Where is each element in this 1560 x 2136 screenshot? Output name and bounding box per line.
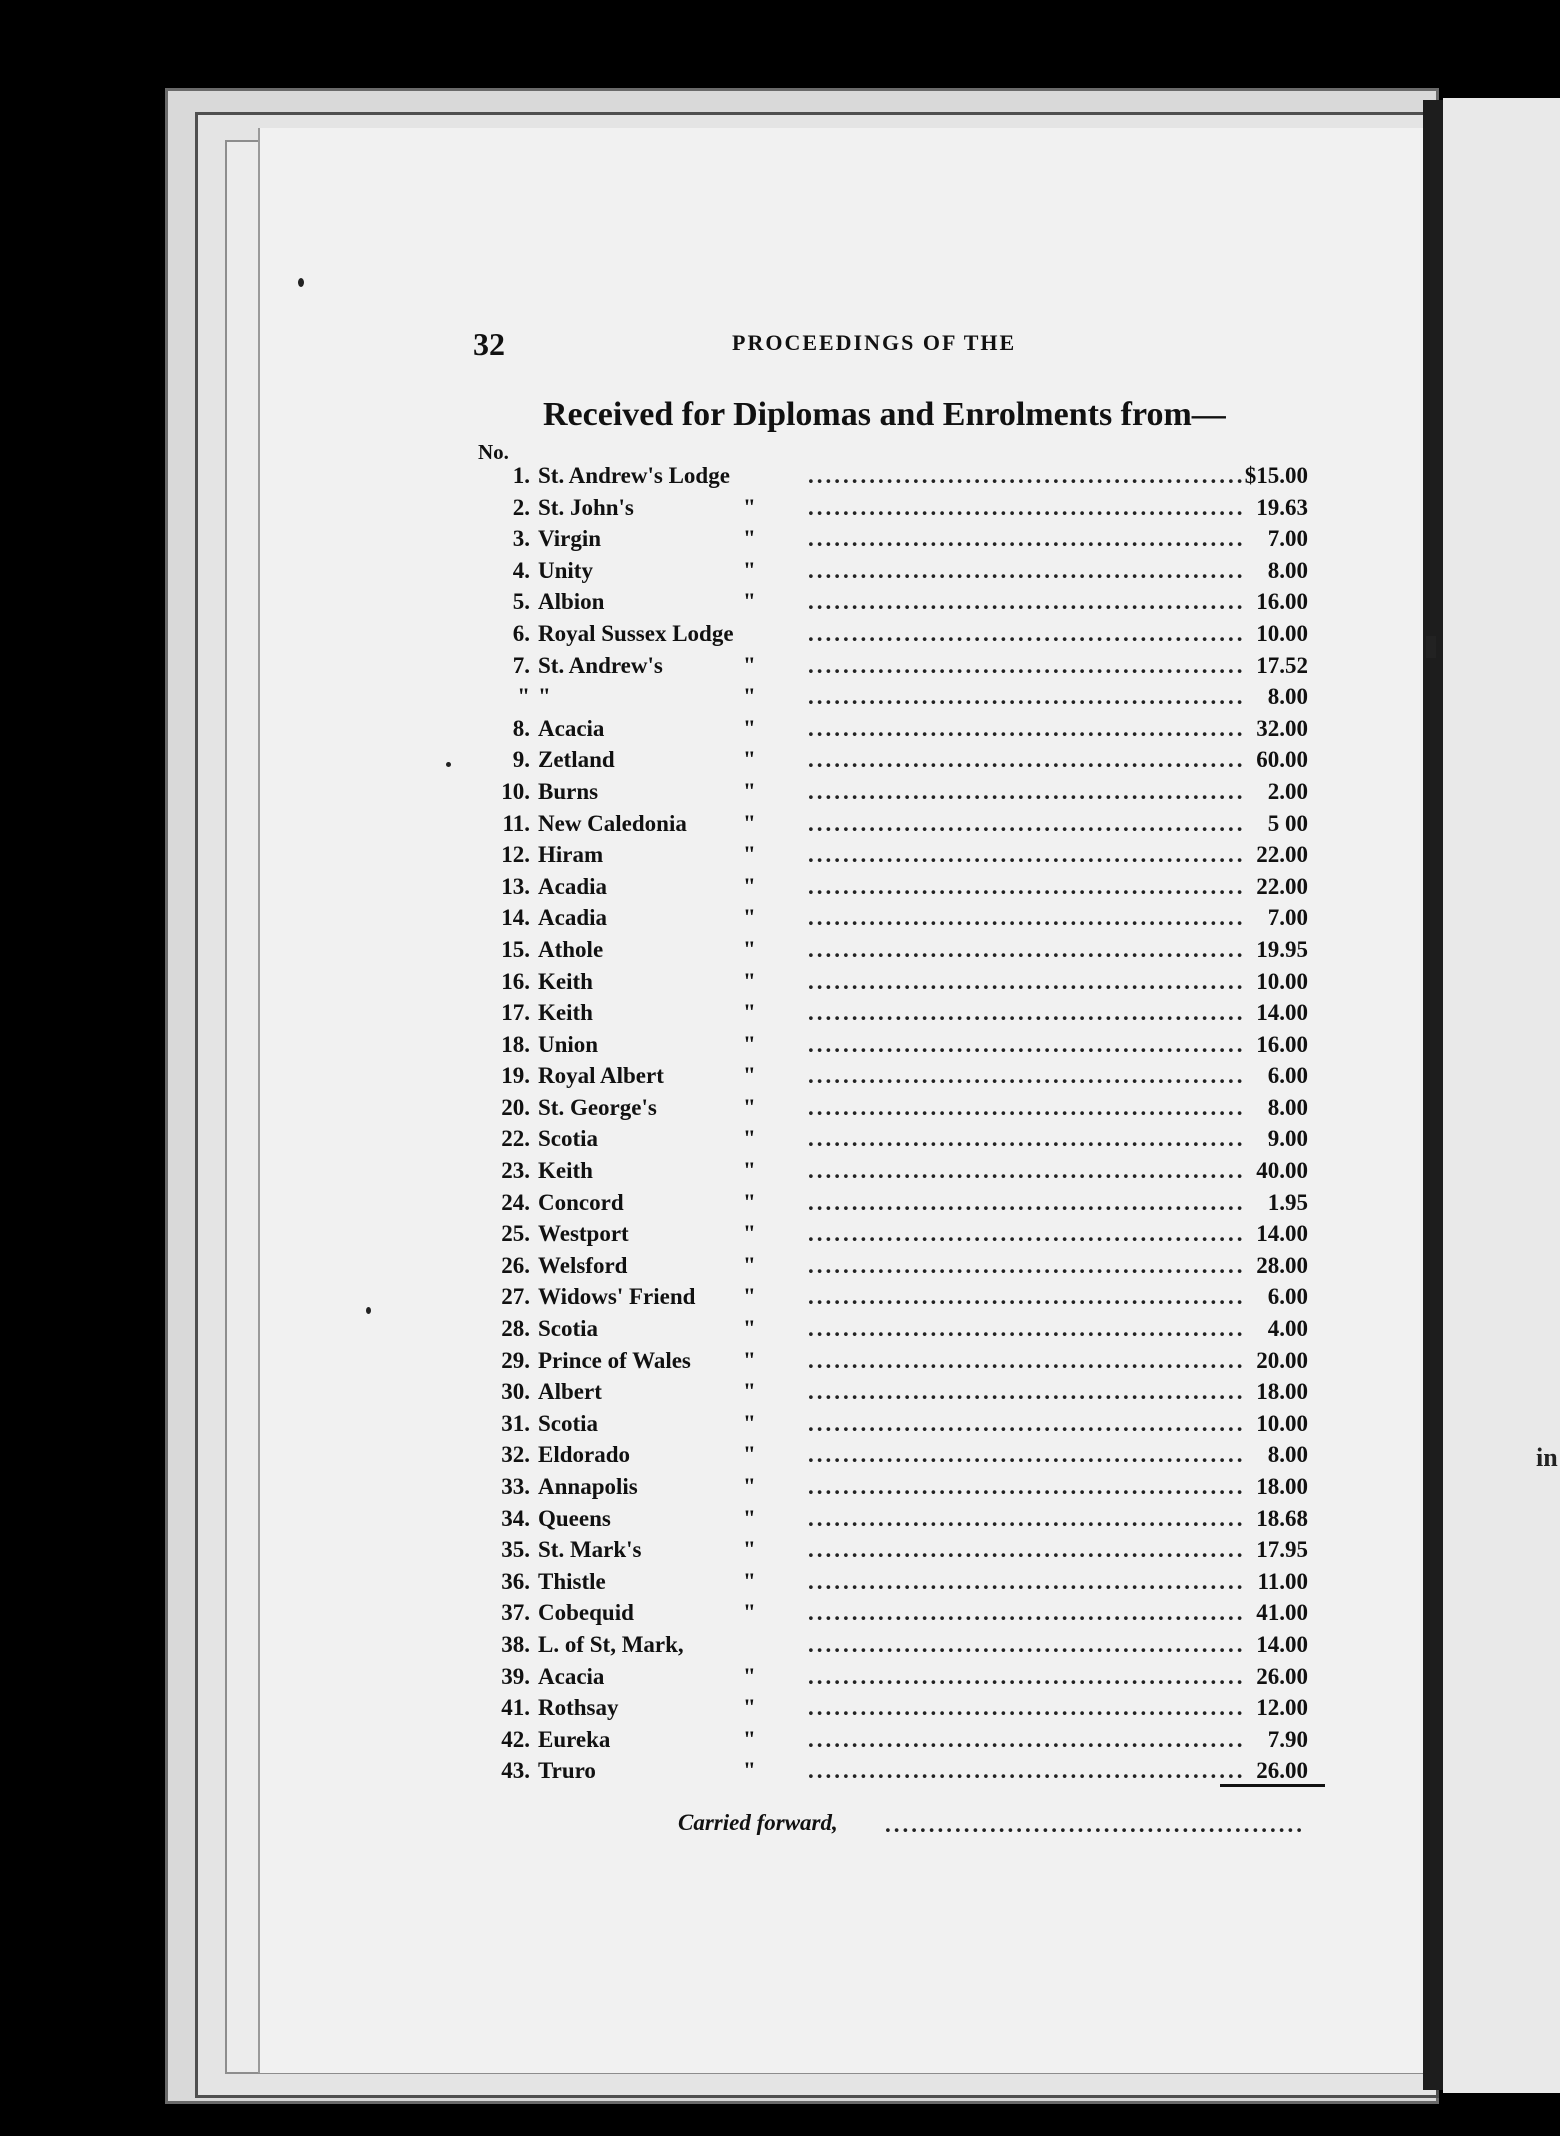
amount: 16.00 bbox=[1256, 1031, 1308, 1057]
lodge-name: L. of St, Mark, bbox=[538, 1631, 684, 1657]
receipts-list bbox=[478, 463, 1328, 1790]
ditto-mark: " bbox=[743, 1031, 756, 1057]
dot-leader: .................................................. bbox=[808, 810, 1246, 836]
dot-leader: .................................................. bbox=[808, 1094, 1246, 1120]
dot-leader: .................................................. bbox=[808, 968, 1246, 994]
table-row bbox=[478, 842, 1328, 874]
carried-forward-leader: ................................................ bbox=[885, 1812, 1305, 1837]
lodge-name: Acadia bbox=[538, 873, 607, 899]
lodge-name: Eureka bbox=[538, 1726, 611, 1752]
amount: 6.00 bbox=[1267, 1284, 1308, 1310]
facing-page-fragment: in bbox=[1536, 1443, 1558, 1472]
amount: 32.00 bbox=[1256, 715, 1308, 741]
lodge-name: Prince of Wales bbox=[538, 1347, 691, 1373]
ditto-mark: " bbox=[743, 589, 756, 615]
page-number: 32 bbox=[473, 326, 505, 362]
table-row bbox=[478, 1411, 1328, 1443]
table-row bbox=[478, 1316, 1328, 1348]
amount: 7.00 bbox=[1267, 905, 1308, 931]
lodge-number: 26. bbox=[501, 1252, 530, 1278]
table-row bbox=[478, 495, 1328, 527]
lodge-number: 37. bbox=[501, 1600, 530, 1626]
lodge-name: St. Mark's bbox=[538, 1537, 642, 1563]
amount: 4.00 bbox=[1267, 1316, 1308, 1342]
lodge-name: St. George's bbox=[538, 1094, 657, 1120]
ditto-mark: " bbox=[743, 1410, 756, 1436]
amount: 5 00 bbox=[1267, 810, 1308, 836]
lodge-number: 16. bbox=[501, 968, 530, 994]
lodge-number: 41. bbox=[501, 1695, 530, 1721]
lodge-name: Welsford bbox=[538, 1252, 628, 1278]
table-row bbox=[478, 1442, 1328, 1474]
lodge-name: St. John's bbox=[538, 494, 634, 520]
ditto-mark: " bbox=[743, 1663, 756, 1689]
table-row bbox=[478, 1253, 1328, 1285]
dot-leader: .................................................. bbox=[808, 1158, 1246, 1184]
table-row bbox=[478, 1000, 1328, 1032]
lodge-number: 28. bbox=[501, 1316, 530, 1342]
ditto-mark: " bbox=[743, 1126, 756, 1152]
ditto-mark: " bbox=[743, 747, 756, 773]
amount: 8.00 bbox=[1267, 684, 1308, 710]
lodge-number: 29. bbox=[501, 1347, 530, 1373]
dot-leader: .................................................. bbox=[808, 620, 1246, 646]
ditto-mark: " bbox=[743, 1758, 756, 1784]
dot-leader: .................................................. bbox=[808, 747, 1246, 773]
dot-leader: .................................................. bbox=[808, 905, 1246, 931]
table-row bbox=[478, 653, 1328, 685]
table-row bbox=[478, 874, 1328, 906]
lodge-number: 23. bbox=[501, 1158, 530, 1184]
lodge-number: 33. bbox=[501, 1474, 530, 1499]
dot-leader: .................................................. bbox=[808, 1189, 1246, 1215]
ditto-mark: " bbox=[743, 1726, 756, 1752]
lodge-name: Westport bbox=[538, 1221, 629, 1247]
dot-leader: .................................................. bbox=[808, 1631, 1246, 1657]
amount: 7.00 bbox=[1267, 526, 1308, 552]
ditto-mark: " bbox=[743, 715, 756, 741]
facing-page-edge bbox=[1443, 98, 1560, 2093]
table-row bbox=[478, 1600, 1328, 1632]
lodge-name: Annapolis bbox=[538, 1474, 638, 1499]
ditto-mark: " bbox=[743, 873, 756, 899]
lodge-number: 27. bbox=[501, 1284, 530, 1310]
lodge-name: Unity bbox=[538, 557, 593, 583]
lodge-name: Acacia bbox=[538, 715, 605, 741]
dot-leader: .................................................. bbox=[808, 1410, 1246, 1436]
ditto-mark: " bbox=[743, 1600, 756, 1626]
dot-leader: .................................................. bbox=[808, 1063, 1246, 1089]
lodge-number: 19. bbox=[501, 1063, 530, 1089]
dot-leader: .................................................. bbox=[808, 684, 1246, 710]
table-row bbox=[478, 1158, 1328, 1190]
dot-leader: .................................................. bbox=[808, 1758, 1246, 1784]
dot-leader: .................................................. bbox=[808, 1221, 1246, 1247]
table-row bbox=[478, 905, 1328, 937]
lodge-name: St. Andrew's bbox=[538, 652, 663, 678]
lodge-number: 2. bbox=[512, 494, 530, 520]
amount: 14.00 bbox=[1256, 1221, 1308, 1247]
lodge-number: " bbox=[517, 684, 530, 710]
table-row bbox=[478, 1095, 1328, 1127]
book-gutter bbox=[1423, 100, 1443, 2090]
table-row bbox=[478, 1727, 1328, 1759]
dot-leader: .................................................. bbox=[808, 1695, 1246, 1721]
dot-leader: .................................................. bbox=[808, 1442, 1246, 1468]
amount: 20.00 bbox=[1256, 1347, 1308, 1373]
amount: 18.00 bbox=[1256, 1474, 1308, 1499]
amount: 26.00 bbox=[1256, 1663, 1308, 1689]
ditto-mark: " bbox=[743, 1284, 756, 1310]
amount: 41.00 bbox=[1256, 1600, 1308, 1626]
table-row bbox=[478, 1695, 1328, 1727]
lodge-name: Albert bbox=[538, 1379, 602, 1405]
ditto-mark: " bbox=[743, 652, 756, 678]
ditto-mark: " bbox=[743, 684, 756, 710]
table-row bbox=[478, 1032, 1328, 1064]
dot-leader: .................................................. bbox=[808, 715, 1246, 741]
lodge-number: 30. bbox=[501, 1379, 530, 1405]
lodge-name: Scotia bbox=[538, 1410, 599, 1436]
dot-leader: .................................................. bbox=[808, 1474, 1246, 1499]
table-row bbox=[478, 1758, 1328, 1790]
amount: 8.00 bbox=[1267, 1094, 1308, 1120]
table-row bbox=[478, 1063, 1328, 1095]
lodge-name: Royal Sussex Lodge bbox=[538, 620, 734, 646]
ditto-mark: " bbox=[743, 1063, 756, 1089]
lodge-name: Keith bbox=[538, 968, 593, 994]
amount: 28.00 bbox=[1256, 1252, 1308, 1278]
lodge-name: New Caledonia bbox=[538, 810, 687, 836]
lodge-name: Zetland bbox=[538, 747, 615, 773]
lodge-number: 3. bbox=[512, 526, 530, 552]
amount: 1.95 bbox=[1267, 1189, 1308, 1215]
amount: 14.00 bbox=[1256, 1631, 1308, 1657]
dot-leader: .................................................. bbox=[808, 463, 1246, 488]
lodge-number: 25. bbox=[501, 1221, 530, 1247]
dot-leader: .................................................. bbox=[808, 1316, 1246, 1342]
dot-leader: .................................................. bbox=[808, 936, 1246, 962]
lodge-number: 15. bbox=[501, 936, 530, 962]
table-row bbox=[478, 526, 1328, 558]
lodge-name: Acacia bbox=[538, 1663, 605, 1689]
ditto-mark: " bbox=[743, 968, 756, 994]
amount: 12.00 bbox=[1256, 1695, 1308, 1721]
section-title: Received for Diplomas and Enrolments from— bbox=[543, 396, 1226, 433]
lodge-name: St. Andrew's Lodge bbox=[538, 463, 730, 488]
lodge-name: Queens bbox=[538, 1505, 611, 1531]
amount: 19.63 bbox=[1256, 494, 1308, 520]
lodge-name: Hiram bbox=[538, 842, 604, 868]
table-row bbox=[478, 1379, 1328, 1411]
dot-leader: .................................................. bbox=[808, 1663, 1246, 1689]
ditto-mark: " bbox=[743, 1505, 756, 1531]
lodge-number: 24. bbox=[501, 1189, 530, 1215]
table-row bbox=[478, 937, 1328, 969]
dot-leader: .................................................. bbox=[808, 842, 1246, 868]
amount: 22.00 bbox=[1256, 842, 1308, 868]
amount: 10.00 bbox=[1256, 1410, 1308, 1436]
lodge-name: Union bbox=[538, 1031, 599, 1057]
scan-speck bbox=[1426, 636, 1436, 658]
amount: 26.00 bbox=[1256, 1758, 1308, 1784]
ditto-mark: " bbox=[743, 778, 756, 804]
amount: 22.00 bbox=[1256, 873, 1308, 899]
dot-leader: .................................................. bbox=[808, 1537, 1246, 1563]
lodge-number: 6. bbox=[512, 620, 530, 646]
table-row bbox=[478, 1474, 1328, 1506]
amount: 11.00 bbox=[1257, 1568, 1308, 1594]
amount: 18.00 bbox=[1256, 1379, 1308, 1405]
lodge-number: 43. bbox=[501, 1758, 530, 1784]
lodge-number: 14. bbox=[501, 905, 530, 931]
amount: 8.00 bbox=[1267, 1442, 1308, 1468]
lodge-number: 32. bbox=[501, 1442, 530, 1468]
amount: 40.00 bbox=[1256, 1158, 1308, 1184]
table-row bbox=[478, 463, 1328, 495]
table-row bbox=[478, 1537, 1328, 1569]
lodge-name: Truro bbox=[538, 1758, 596, 1784]
table-row bbox=[478, 747, 1328, 779]
dot-leader: .................................................. bbox=[808, 494, 1246, 520]
amount: 60.00 bbox=[1256, 747, 1308, 773]
dot-leader: .................................................. bbox=[808, 873, 1246, 899]
table-row bbox=[478, 684, 1328, 716]
dot-leader: .................................................. bbox=[808, 1726, 1246, 1752]
lodge-number: 42. bbox=[501, 1726, 530, 1752]
ditto-mark: " bbox=[743, 1221, 756, 1247]
lodge-name: Royal Albert bbox=[538, 1063, 664, 1089]
lodge-name: Thistle bbox=[538, 1568, 606, 1594]
dot-leader: .................................................. bbox=[808, 1379, 1246, 1405]
ditto-mark: " bbox=[743, 1442, 756, 1468]
ditto-mark: " bbox=[743, 1189, 756, 1215]
ditto-mark: " bbox=[743, 494, 756, 520]
ditto-mark: " bbox=[743, 905, 756, 931]
lodge-name: Scotia bbox=[538, 1316, 599, 1342]
table-row bbox=[478, 1348, 1328, 1380]
lodge-number: 5. bbox=[512, 589, 530, 615]
ditto-mark: " bbox=[743, 842, 756, 868]
amount: 10.00 bbox=[1256, 968, 1308, 994]
amount: 8.00 bbox=[1267, 557, 1308, 583]
dot-leader: .................................................. bbox=[808, 1000, 1246, 1026]
amount: 16.00 bbox=[1256, 589, 1308, 615]
lodge-number: 10. bbox=[501, 778, 530, 804]
ditto-mark: " bbox=[743, 1474, 756, 1499]
table-row bbox=[478, 1221, 1328, 1253]
sum-rule bbox=[1220, 1784, 1325, 1787]
lodge-name: Virgin bbox=[538, 526, 602, 552]
table-row bbox=[478, 779, 1328, 811]
carried-forward-label: Carried forward, bbox=[678, 1810, 838, 1835]
lodge-name: Albion bbox=[538, 589, 605, 615]
ditto-mark: " bbox=[743, 1252, 756, 1278]
lodge-number: 13. bbox=[501, 873, 530, 899]
lodge-number: 17. bbox=[501, 1000, 530, 1026]
amount: $15.00 bbox=[1244, 463, 1308, 488]
table-row bbox=[478, 1632, 1328, 1664]
amount: 18.68 bbox=[1256, 1505, 1308, 1531]
dot-leader: .................................................. bbox=[808, 1347, 1246, 1373]
lodge-number: 18. bbox=[501, 1031, 530, 1057]
lodge-number: 31. bbox=[501, 1410, 530, 1436]
ditto-mark: " bbox=[743, 1158, 756, 1184]
table-row bbox=[478, 1190, 1328, 1222]
lodge-number: 22. bbox=[501, 1126, 530, 1152]
column-label-no: No. bbox=[478, 440, 509, 464]
lodge-name: Keith bbox=[538, 1158, 593, 1184]
amount: 7.90 bbox=[1267, 1726, 1308, 1752]
scan-speck bbox=[298, 278, 304, 287]
lodge-number: 20. bbox=[501, 1094, 530, 1120]
table-row bbox=[478, 1569, 1328, 1601]
ditto-mark: " bbox=[743, 1000, 756, 1026]
lodge-number: 12. bbox=[501, 842, 530, 868]
lodge-number: 36. bbox=[501, 1568, 530, 1594]
amount: 10.00 bbox=[1256, 620, 1308, 646]
lodge-number: 4. bbox=[512, 557, 530, 583]
lodge-number: 11. bbox=[502, 810, 530, 836]
ditto-mark: " bbox=[743, 1568, 756, 1594]
running-head: PROCEEDINGS OF THE bbox=[732, 330, 1017, 355]
lodge-name: Eldorado bbox=[538, 1442, 631, 1468]
dot-leader: .................................................. bbox=[808, 557, 1246, 583]
lodge-number: 35. bbox=[501, 1537, 530, 1563]
ditto-mark: " bbox=[743, 1379, 756, 1405]
ditto-mark: " bbox=[743, 557, 756, 583]
lodge-name: " bbox=[538, 684, 551, 710]
ditto-mark: " bbox=[743, 1316, 756, 1342]
table-row bbox=[478, 969, 1328, 1001]
table-row bbox=[478, 621, 1328, 653]
dot-leader: .................................................. bbox=[808, 1600, 1246, 1626]
dot-leader: .................................................. bbox=[808, 1568, 1246, 1594]
ditto-mark: " bbox=[743, 936, 756, 962]
lodge-name: Rothsay bbox=[538, 1695, 619, 1721]
dot-leader: .................................................. bbox=[808, 1126, 1246, 1152]
ditto-mark: " bbox=[743, 1695, 756, 1721]
dot-leader: .................................................. bbox=[808, 1252, 1246, 1278]
ditto-mark: " bbox=[743, 526, 756, 552]
table-row bbox=[478, 558, 1328, 590]
ditto-mark: " bbox=[743, 1347, 756, 1373]
lodge-name: Keith bbox=[538, 1000, 593, 1026]
amount: 9.00 bbox=[1267, 1126, 1308, 1152]
lodge-name: Widows' Friend bbox=[538, 1284, 696, 1310]
table-row bbox=[478, 589, 1328, 621]
dot-leader: .................................................. bbox=[808, 589, 1246, 615]
lodge-name: Concord bbox=[538, 1189, 624, 1215]
scan-speck bbox=[446, 762, 451, 767]
dot-leader: .................................................. bbox=[808, 1031, 1246, 1057]
table-row bbox=[478, 1284, 1328, 1316]
table-row bbox=[478, 1506, 1328, 1538]
ditto-mark: " bbox=[743, 810, 756, 836]
lodge-name: Burns bbox=[538, 778, 599, 804]
lodge-number: 34. bbox=[501, 1505, 530, 1531]
lodge-number: 38. bbox=[501, 1631, 530, 1657]
table-row bbox=[478, 716, 1328, 748]
amount: 14.00 bbox=[1256, 1000, 1308, 1026]
lodge-name: Scotia bbox=[538, 1126, 599, 1152]
amount: 17.52 bbox=[1256, 652, 1308, 678]
amount: 17.95 bbox=[1256, 1537, 1308, 1563]
dot-leader: .................................................. bbox=[808, 1505, 1246, 1531]
ditto-mark: " bbox=[743, 1094, 756, 1120]
lodge-name: Athole bbox=[538, 936, 604, 962]
lodge-number: 9. bbox=[512, 747, 530, 773]
scan-speck bbox=[366, 1307, 371, 1314]
lodge-name: Cobequid bbox=[538, 1600, 634, 1626]
ditto-mark: " bbox=[743, 1537, 756, 1563]
dot-leader: .................................................. bbox=[808, 1284, 1246, 1310]
lodge-number: 39. bbox=[501, 1663, 530, 1689]
table-row bbox=[478, 1664, 1328, 1696]
lodge-number: 1. bbox=[512, 463, 530, 488]
dot-leader: .................................................. bbox=[808, 778, 1246, 804]
table-row bbox=[478, 1126, 1328, 1158]
amount: 6.00 bbox=[1267, 1063, 1308, 1089]
amount: 2.00 bbox=[1267, 778, 1308, 804]
dot-leader: .................................................. bbox=[808, 652, 1246, 678]
lodge-name: Acadia bbox=[538, 905, 607, 931]
amount: 19.95 bbox=[1256, 936, 1308, 962]
lodge-number: 7. bbox=[512, 652, 530, 678]
table-row bbox=[478, 811, 1328, 843]
lodge-number: 8. bbox=[512, 715, 530, 741]
dot-leader: .................................................. bbox=[808, 526, 1246, 552]
